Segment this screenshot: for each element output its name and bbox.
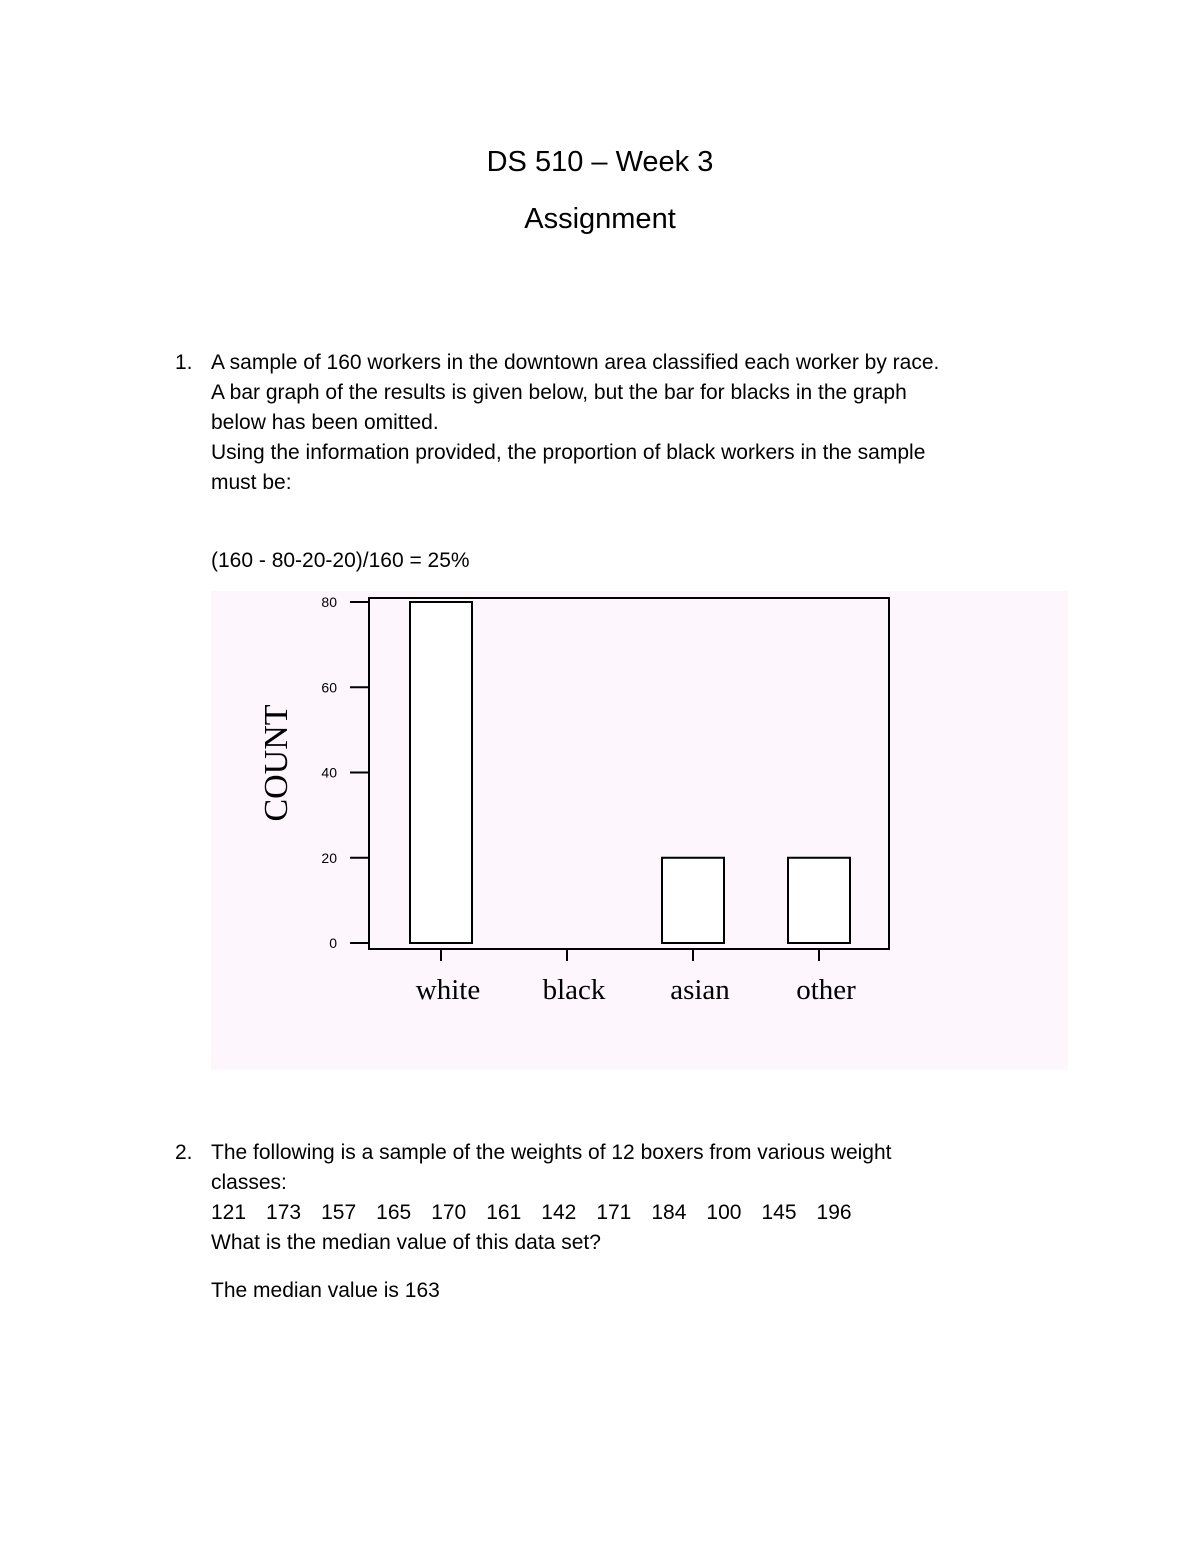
- question-2-question: What is the median value of this data set?: [211, 1231, 601, 1254]
- question-1-line: below has been omitted.: [211, 411, 439, 434]
- weight-value: 145: [761, 1201, 797, 1224]
- bar-asian: [662, 858, 724, 943]
- question-2-line: classes:: [211, 1171, 287, 1194]
- weight-value: 100: [706, 1201, 742, 1224]
- question-1-line: must be:: [211, 471, 292, 494]
- x-tick-label: white: [415, 974, 481, 1006]
- question-1-line: A bar graph of the results is given below, but the bar for blacks in the graph: [211, 381, 907, 404]
- question-1-line: Using the information provided, the proportion of black workers in the sample: [211, 441, 926, 464]
- question-2-line: The following is a sample of the weights of 12 boxers from various weight: [211, 1141, 892, 1164]
- question-2-answer: The median value is 163: [211, 1279, 440, 1302]
- x-tick-label: black: [542, 974, 606, 1006]
- y-tick-label: 20: [321, 849, 337, 866]
- y-axis-label: COUNT: [258, 704, 295, 822]
- x-tick-label: other: [796, 974, 856, 1006]
- question-1-number: 1.: [175, 351, 193, 374]
- bar-chart: [211, 591, 1068, 1070]
- weight-value: 173: [266, 1201, 302, 1224]
- weight-value: 142: [541, 1201, 577, 1224]
- x-tick-label: asian: [670, 974, 730, 1006]
- question-2-number: 2.: [175, 1141, 193, 1164]
- weight-value: 121: [211, 1201, 247, 1224]
- question-1-line: A sample of 160 workers in the downtown area classified each worker by race.: [211, 351, 940, 374]
- weight-value: 165: [376, 1201, 412, 1224]
- weight-value: 171: [596, 1201, 632, 1224]
- weight-value: 161: [486, 1201, 522, 1224]
- weight-value: 170: [431, 1201, 467, 1224]
- page-subtitle: Assignment: [524, 203, 676, 235]
- question-2-text: [211, 1138, 1051, 1258]
- y-tick-label: 40: [321, 764, 337, 781]
- page-title: DS 510 – Week 3: [486, 146, 714, 178]
- weights-list: [211, 1198, 1051, 1228]
- question-1-text: [211, 348, 1051, 498]
- bar-white: [410, 602, 472, 943]
- bar-other: [788, 858, 850, 943]
- y-tick-label: 60: [321, 679, 337, 696]
- weight-value: 196: [816, 1201, 852, 1224]
- weight-value: 157: [321, 1201, 357, 1224]
- weight-value: 184: [651, 1201, 687, 1224]
- bar-chart-svg: [211, 591, 1068, 1070]
- y-tick-label: 0: [329, 935, 337, 951]
- y-tick-label: 80: [321, 594, 337, 610]
- question-1-answer: (160 - 80-20-20)/160 = 25%: [211, 549, 470, 572]
